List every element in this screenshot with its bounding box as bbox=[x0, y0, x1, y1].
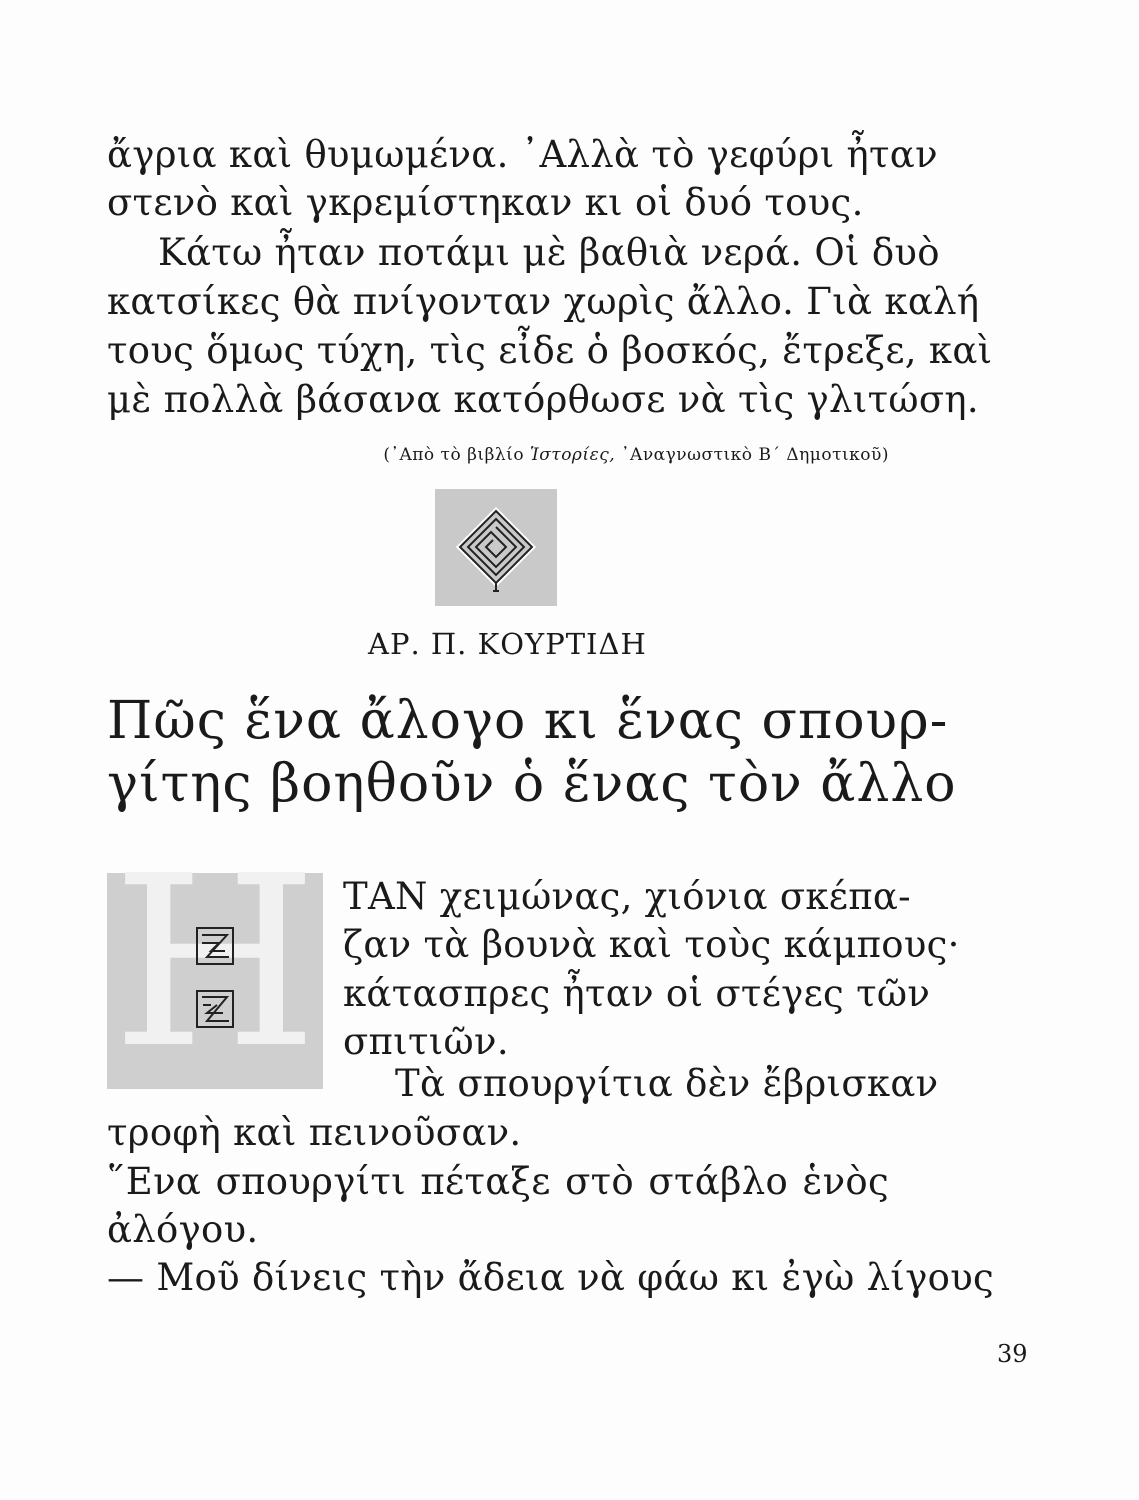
text-line: Κάτω ἦταν ποτάμι μὲ βαθιὰ νερά. Οἱ δυὸ bbox=[158, 231, 940, 274]
story-title-line: Πῶς ἕνα ἄλογο κι ἕνας σπουρ- bbox=[107, 691, 949, 751]
drop-cap bbox=[107, 825, 323, 1100]
text-line: Τὰ σπουργίτια δὲν ἔβρισκαν bbox=[395, 1062, 939, 1105]
text-line: σπιτιῶν. bbox=[343, 1020, 509, 1063]
text-line: μὲ πολλὰ βάσανα κατόρθωσε νὰ τὶς γλιτώση. bbox=[107, 378, 979, 421]
text-line: ἄγρια καὶ θυμωμένα. ᾿Αλλὰ τὸ γεφύρι ἦταν bbox=[107, 133, 938, 176]
drop-cap-letter: Η bbox=[112, 825, 318, 1100]
source-citation bbox=[383, 444, 889, 466]
source-prefix: (᾿Απὸ τὸ βιβλίο bbox=[383, 445, 530, 465]
text-line: στενὸ καὶ γκρεμίστηκαν κι οἱ δυό τους. bbox=[107, 181, 864, 224]
text-line: κατσίκες θὰ πνίγονταν χωρὶς ἄλλο. Γιὰ καλή bbox=[107, 280, 980, 323]
text-line: ΤΑΝ χειμώνας, χιόνια σκέπα- bbox=[343, 875, 911, 918]
text-line: ῞Ενα σπουργίτι πέταξε στὸ στάβλο ἑνὸς bbox=[107, 1160, 889, 1203]
story-title-line: γίτης βοηθοῦν ὁ ἕνας τὸν ἄλλο bbox=[107, 754, 957, 814]
author-name: ΑΡ. Π. ΚΟΥΡΤΙΔΗ bbox=[368, 627, 647, 661]
page-number: 39 bbox=[997, 1340, 1028, 1368]
source-suffix: ᾿Αναγνωστικὸ Β΄ Δημοτικοῦ) bbox=[615, 445, 889, 465]
source-book-title: Ἱστορίες, bbox=[529, 445, 616, 465]
text-line: τους ὅμως τύχη, τὶς εἶδε ὁ βοσκός, ἔτρεξε, καὶ bbox=[107, 329, 993, 372]
drop-cap-pattern-icon bbox=[107, 873, 323, 1089]
text-line: ζαν τὰ βουνὰ καὶ τοὺς κάμπους· bbox=[343, 923, 960, 966]
meander-diamond-icon bbox=[435, 489, 557, 606]
text-line: ἀλόγου. bbox=[107, 1208, 259, 1251]
text-line: κάτασπρες ἦταν οἱ στέγες τῶν bbox=[343, 972, 931, 1015]
text-line: τροφὴ καὶ πεινοῦσαν. bbox=[107, 1111, 522, 1154]
text-line: — Μοῦ δίνεις τὴν ἄδεια νὰ φάω κι ἐγὼ λίγους bbox=[107, 1256, 995, 1299]
